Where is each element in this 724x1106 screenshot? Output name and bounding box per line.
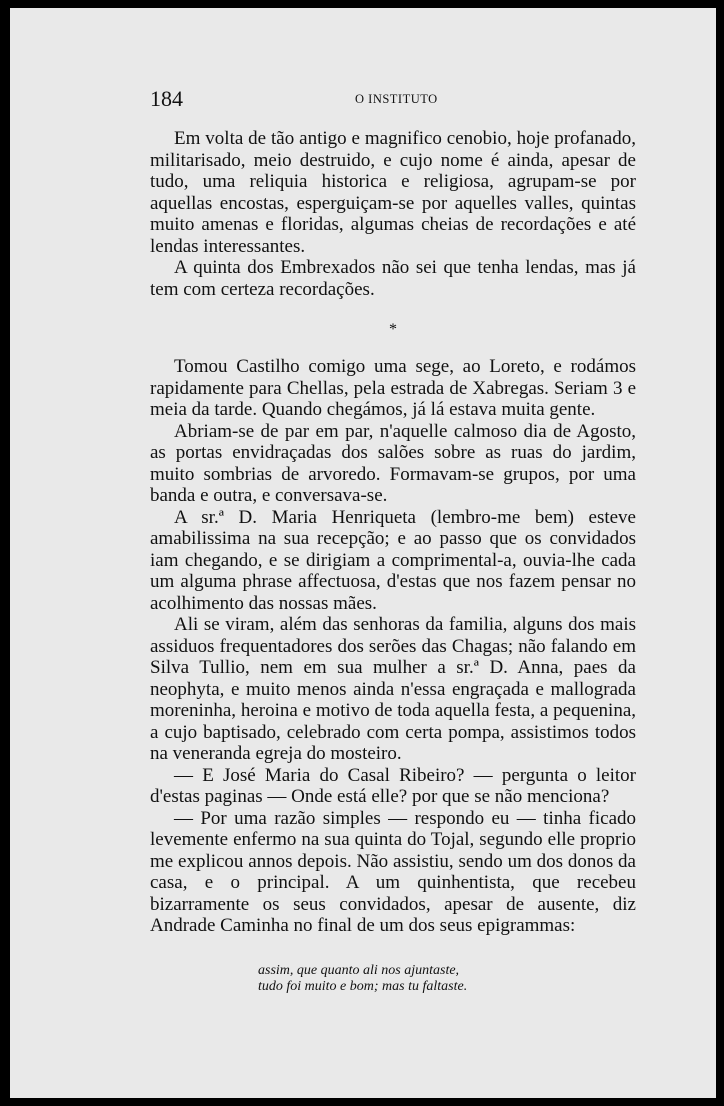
paragraph: A quinta dos Embrexados não sei que tenha lendas, mas já tem com certeza recordações. xyxy=(150,257,636,300)
paragraph: Ali se viram, além das senhoras da familia, alguns dos mais assiduos frequentadores dos serões das Chagas; não falando em Silva Tullio, nem em sua mulher a sr.ª D. Anna, paes da neophyta, e muito menos ainda n'essa engraçada e mallograda moreninha, heroina e motivo de toda aquella festa, a pequenina, a cujo baptisado, celebrado com certa pompa, assistimos todos na veneranda egreja do mosteiro. xyxy=(150,614,636,764)
page-number: 184 xyxy=(150,86,183,111)
book-page xyxy=(10,8,716,1098)
running-title: O INSTITUTO xyxy=(355,92,438,106)
section-break: * xyxy=(389,321,397,338)
paragraph: Abriam-se de par em par, n'aquelle calmoso dia de Agosto, as portas envidraçadas dos salões sobre as ruas do jardim, muito sombrias de arvoredo. Formavam-se grupos, por uma banda e outra, e conversava-se. xyxy=(150,420,636,506)
poem-line: tudo foi muito e bom; mas tu faltaste. xyxy=(258,978,468,994)
paragraph: — E José Maria do Casal Ribeiro? — pergunta o leitor d'estas paginas — Onde está elle? por que se não menciona? xyxy=(150,764,636,807)
page-header xyxy=(150,86,630,112)
epigram-quote xyxy=(258,963,636,995)
paragraph: — Por uma razão simples — respondo eu — tinha ficado levemente enfermo na sua quinta do Tojal, segundo elle proprio me explicou annos depois. Não assistiu, sendo um dos donos da casa, e o principal. A um quinhentista, que recebeu bizarramente os seus convidados, apesar de ausente, diz Andrade Caminha no final de um dos seus epigrammas: xyxy=(150,807,636,936)
body-text xyxy=(150,128,636,995)
poem-line: assim, que quanto ali nos ajuntaste, xyxy=(258,962,460,978)
paragraph: Em volta de tão antigo e magnifico cenobio, hoje profanado, militarisado, meio destruido, e cujo nome é ainda, apesar de tudo, uma reliquia historica e religiosa, agrupam-se por aquellas encostas, esperguiçam-se por aquelles valles, quintas muito amenas e floridas, algumas cheias de recordações e até lendas interessantes. xyxy=(150,128,636,257)
paragraph: A sr.ª D. Maria Henriqueta (lembro-me bem) esteve amabilissima na sua recepção; e ao passo que os convidados iam chegando, e se dirigiam a comprimental-a, ouvia-lhe cada um alguma phrase affectuosa, d'estas que nos fazem pensar no acolhimento das nossas mães. xyxy=(150,506,636,614)
paragraph: Tomou Castilho comigo uma sege, ao Loreto, e rodámos rapidamente para Chellas, pela estrada de Xabregas. Seriam 3 e meia da tarde. Quando chegámos, já lá estava muita gente. xyxy=(150,356,636,420)
